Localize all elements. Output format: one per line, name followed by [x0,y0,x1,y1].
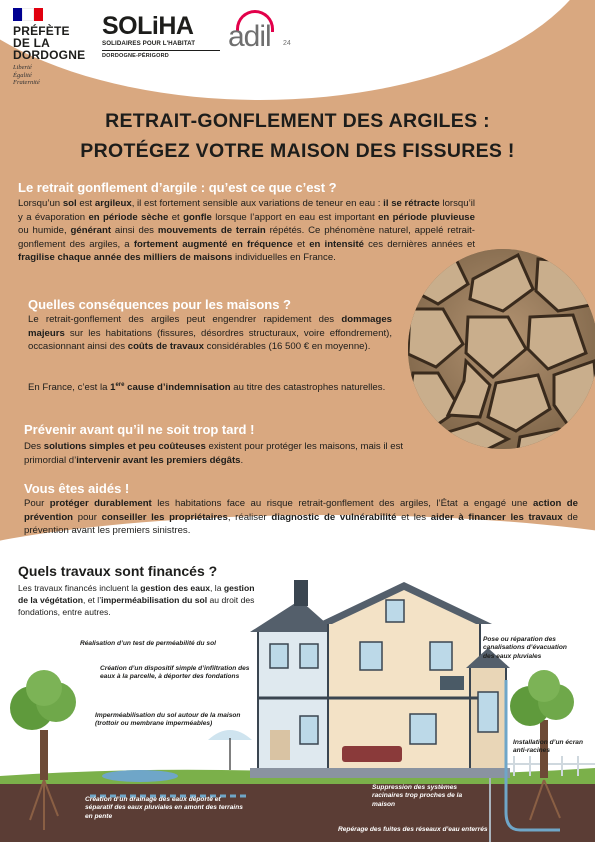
paragraph-indemnisation: En France, c’est la 1ere cause d’indemnisation au titre des catastrophes naturelles. [28,382,386,394]
label-impermeabilisation: Imperméabilisation du sol autour de la maison (trottoir ou membrane imperméables) [95,712,241,728]
paragraph-consequences: Le retrait-gonflement des argiles peut engendrer rapidement des dommages majeurs sur les habitations (fissures, désordres structuraux, voire effondrement), occasionnant ainsi des coûts de travaux considérables (16 500 € en moyenne). [28,314,392,353]
title-line-2: PROTÉGEZ VOTRE MAISON DES FISSURES ! [80,140,515,162]
prefecture-name [13,25,97,61]
title-line-1: RETRAIT-GONFLEMENT DES ARGILES : [105,110,490,132]
adil-logo [228,8,291,53]
motto-line: Égalité [13,71,32,79]
french-flag-icon [13,8,43,21]
motto-line: Fraternité [13,79,40,86]
heading-prevent: Prévenir avant qu’il ne soit trop tard ! [24,422,255,437]
paragraph-aid: Pour protéger durablement les habitations face au risque retrait-gonflement des argiles, l’État a engagé une action de prévention pour conseiller les propriétaires, réaliser diagnostic de vulnérabilité et les aider à financer les travaux de prévention avant les premiers sinistres. [24,498,578,537]
paragraph-funded-works: Les travaux financés incluent la gestion des eaux, la gestion de la végétation, et l’imperméabilisation du sol au droit des fondations, entre autres. [18,583,255,618]
heading-what-is-it: Le retrait gonflement d’argile : qu’est ce que c’est ? [18,180,337,195]
motto-line: Liberté [13,64,32,71]
label-permeability-test: Réalisation d’un test de perméabilité du sol [80,640,216,647]
label-root-screen: Installation d’un écran anti-racines [513,739,583,755]
prefecture-name-line: DE LA [13,36,50,50]
prefecture-name-line: DORDOGNE [13,48,86,62]
heading-consequences: Quelles conséquences pour les maisons ? [28,297,291,312]
adil-wordmark: adil [228,20,271,53]
adil-number: 24 [283,40,291,47]
label-root-removal: Suppression des systèmes racinaires trop proches de la maison [372,784,463,808]
prefecture-logo [13,8,97,87]
paragraph-what-is-it: Lorsqu’un sol est argileux, il est fortement sensible aux variations de teneur en eau : il se rétracte lorsqu’il y a évaporation en période sèche et gonfle lorsque l’apport en eau est important en période pluvieuse ou humide, générant ainsi des mouvements de terrain répétés. Ce phénomène naturel, appelé retrait-gonflement des argiles, a fortement augmenté en fréquence et en intensité ces dernières années et fragilise chaque année des milliers de maisons individuelles en France. [18,198,475,264]
heading-aid: Vous êtes aidés ! [24,481,130,496]
cracked-clay-photo [408,249,595,449]
label-infiltration: Création d’un dispositif simple d’infiltration des eaux à la parcelle, à déporter des fondations [100,665,250,681]
republic-motto [13,64,97,87]
page-title [0,106,595,166]
paragraph-prevent: Des solutions simples et peu coûteuses existent pour protéger les maisons, mais il est primordial d’intervenir avant les premiers dégâts. [24,441,404,466]
label-drainage: Création d’un drainage des eaux déporté et séparatif des eaux pluviales en amont des terrains en pente [85,796,243,820]
soliha-wordmark: SOLiHA [102,12,194,40]
heading-funded-works: Quels travaux sont financés ? [18,563,218,579]
soliha-tagline: SOLIDAIRES POUR L'HABITAT [102,40,196,47]
prefecture-name-line: PRÉFÈTE [13,24,70,38]
label-gutters: Pose ou réparation des canalisations d’évacuation des eaux pluviales [483,636,567,660]
soliha-region: DORDOGNE-PÉRIGORD [102,53,169,59]
soliha-logo [102,14,220,59]
soliha-divider [102,50,220,51]
label-leak-detection: Repérage des fuites des réseaux d’eau enterrés [338,826,488,833]
